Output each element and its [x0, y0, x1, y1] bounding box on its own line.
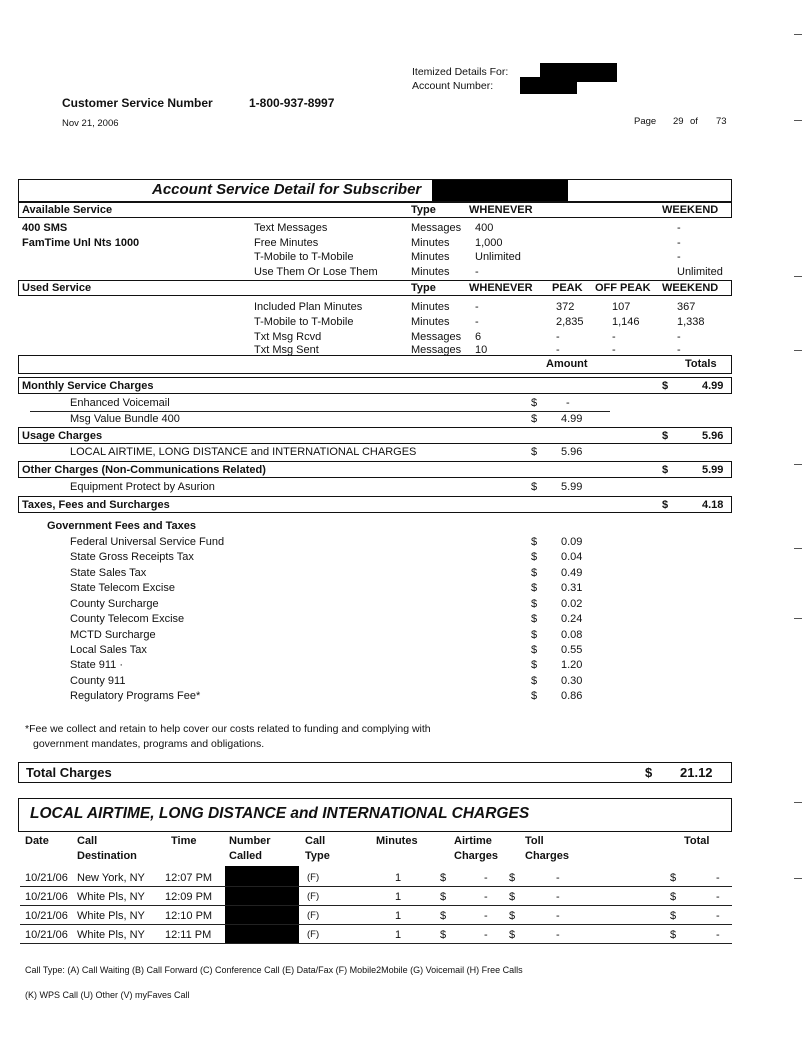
call-destination: White Pls, NY [77, 891, 145, 903]
call-total: - [716, 891, 720, 903]
tax-currency: $ [531, 536, 538, 548]
used-weekend: 1,338 [677, 316, 705, 328]
tax-currency: $ [531, 598, 538, 610]
call-total: - [716, 910, 720, 922]
available-whenever: 1,000 [475, 237, 503, 249]
amount-header: Amount [546, 358, 588, 370]
usage-charges-box [18, 427, 732, 444]
col-number: Number [229, 835, 271, 847]
tax-currency: $ [531, 582, 538, 594]
charge-currency: $ [531, 413, 538, 425]
total-charges-value: 21.12 [680, 765, 713, 780]
toll-charges: - [556, 872, 560, 884]
airtime-charges: - [484, 872, 488, 884]
charge-amount: 5.96 [561, 446, 583, 458]
scan-artifact [794, 34, 802, 35]
scan-artifact [794, 802, 802, 803]
call-type: (F) [307, 929, 320, 940]
toll-currency: $ [509, 910, 516, 922]
customer-service-label: Customer Service Number [62, 96, 213, 110]
call-time: 12:09 PM [165, 891, 213, 903]
scan-artifact [794, 276, 802, 277]
amount-header-box [18, 355, 732, 374]
charge-name: Msg Value Bundle 400 [70, 413, 180, 425]
total-currency: $ [670, 891, 677, 903]
tax-name: State Sales Tax [70, 567, 147, 579]
call-date: 10/21/06 [25, 891, 68, 903]
used-service-name: Txt Msg Sent [254, 344, 319, 356]
available-service-name: Use Them Or Lose Them [254, 266, 378, 278]
call-minutes: 1 [395, 891, 402, 903]
used-peak-header: PEAK [552, 282, 583, 294]
used-type: Messages [411, 331, 462, 343]
toll-currency: $ [509, 929, 516, 941]
used-type-header: Type [411, 282, 436, 294]
col-toll-charges: Charges [525, 850, 570, 862]
account-number-label: Account Number: [412, 80, 494, 92]
col-call-type: Call [305, 835, 326, 847]
tax-name: MCTD Surcharge [70, 629, 156, 641]
call-time: 12:07 PM [165, 872, 213, 884]
tax-name: County 911 [70, 675, 126, 687]
call-minutes: 1 [395, 872, 402, 884]
row-divider [20, 924, 732, 925]
call-total: - [716, 929, 720, 941]
total-charges-currency: $ [645, 765, 653, 780]
tax-name: State 911 · [70, 659, 123, 671]
call-type: (F) [307, 910, 320, 921]
col-total: Total [684, 835, 710, 847]
toll-charges: - [556, 910, 560, 922]
available-type: Messages [411, 222, 462, 234]
page-label: Page [634, 116, 657, 127]
tax-name: Regulatory Programs Fee* [70, 690, 201, 702]
used-type: Minutes [411, 301, 450, 313]
tax-name: Federal Universal Service Fund [70, 536, 225, 548]
tax-amount: 0.86 [561, 690, 583, 702]
used-offpeak: - [612, 344, 616, 356]
other-total: 5.99 [702, 464, 724, 476]
available-weekend: - [677, 237, 681, 249]
tax-currency: $ [531, 551, 538, 563]
charge-name: Equipment Protect by Asurion [70, 481, 215, 493]
available-service-name: Free Minutes [254, 237, 319, 249]
usage-total-currency: $ [662, 430, 669, 442]
used-offpeak: 1,146 [612, 316, 640, 328]
divider [30, 411, 610, 412]
tax-currency: $ [531, 567, 538, 579]
charge-currency: $ [531, 481, 538, 493]
used-peak: - [556, 344, 560, 356]
available-service-name: Text Messages [254, 222, 328, 234]
page-of-label: of [690, 116, 698, 127]
call-destination: White Pls, NY [77, 910, 145, 922]
call-type-legend-line1: Call Type: (A) Call Waiting (B) Call Forward (C) Conference Call (E) Data/Fax (F) Mobile2Mobile (G) Voicemail (H) Free Calls [25, 965, 523, 975]
used-weekend: - [677, 331, 681, 343]
tax-amount: 0.30 [561, 675, 583, 687]
available-service-heading: Available Service [22, 204, 113, 216]
available-type: Minutes [411, 251, 450, 263]
available-type-header: Type [411, 204, 436, 216]
row-divider [20, 905, 732, 906]
row-divider [20, 943, 732, 944]
used-whenever: - [475, 316, 479, 328]
available-weekend: Unlimited [677, 266, 723, 278]
redacted-subscriber [432, 180, 568, 201]
tax-name: County Surcharge [70, 598, 159, 610]
charge-amount: 4.99 [561, 413, 583, 425]
tax-currency: $ [531, 644, 538, 656]
fee-footnote-line1: *Fee we collect and retain to help cover our costs related to funding and complying with [25, 723, 431, 735]
available-weekend-header: WEEKEND [662, 204, 719, 216]
used-whenever: 6 [475, 331, 482, 343]
charge-currency: $ [531, 397, 538, 409]
airtime-currency: $ [440, 929, 447, 941]
scan-artifact [794, 464, 802, 465]
itemized-details-label: Itemized Details For: [412, 66, 509, 78]
tax-amount: 0.24 [561, 613, 583, 625]
used-whenever: - [475, 301, 479, 313]
used-peak: 2,835 [556, 316, 584, 328]
col-airtime-charges: Charges [454, 850, 499, 862]
usage-charges-heading: Usage Charges [22, 430, 103, 442]
page-number: 29 [673, 116, 684, 127]
taxes-total-currency: $ [662, 499, 669, 511]
available-weekend: - [677, 251, 681, 263]
tax-amount: 0.31 [561, 582, 583, 594]
plan-name-famtime: FamTime Unl Nts 1000 [22, 237, 140, 249]
tax-amount: 1.20 [561, 659, 583, 671]
used-service-name: Included Plan Minutes [254, 301, 363, 313]
call-destination: New York, NY [77, 872, 145, 884]
call-type: (F) [307, 872, 320, 883]
used-service-heading: Used Service [22, 282, 92, 294]
available-weekend: - [677, 222, 681, 234]
calls-title-divider [18, 831, 732, 832]
used-service-name: Txt Msg Rcvd [254, 331, 322, 343]
used-whenever: 10 [475, 344, 488, 356]
tax-name: County Telecom Excise [70, 613, 185, 625]
call-time: 12:10 PM [165, 910, 213, 922]
col-airtime: Airtime [454, 835, 492, 847]
monthly-total-currency: $ [662, 380, 669, 392]
airtime-currency: $ [440, 910, 447, 922]
call-destination: White Pls, NY [77, 929, 145, 941]
airtime-charges: - [484, 891, 488, 903]
total-currency: $ [670, 872, 677, 884]
used-type: Messages [411, 344, 462, 356]
calls-title: LOCAL AIRTIME, LONG DISTANCE and INTERNATIONAL CHARGES [30, 805, 530, 822]
scan-artifact [794, 548, 802, 549]
usage-total: 5.96 [702, 430, 724, 442]
call-date: 10/21/06 [25, 910, 68, 922]
used-whenever-header: WHENEVER [469, 282, 533, 294]
airtime-currency: $ [440, 872, 447, 884]
col-time: Time [171, 835, 197, 847]
used-peak: 372 [556, 301, 575, 313]
fee-footnote-line2: government mandates, programs and obligations. [33, 738, 265, 750]
tax-amount: 0.08 [561, 629, 583, 641]
col-date: Date [25, 835, 49, 847]
taxes-total: 4.18 [702, 499, 724, 511]
airtime-charges: - [484, 910, 488, 922]
row-divider [20, 886, 732, 887]
other-total-currency: $ [662, 464, 669, 476]
call-time: 12:11 PM [165, 929, 212, 941]
call-type: (F) [307, 891, 320, 902]
plan-name-sms: 400 SMS [22, 222, 68, 234]
scan-artifact [794, 120, 802, 121]
tax-name: State Gross Receipts Tax [70, 551, 194, 563]
charge-name: Enhanced Voicemail [70, 397, 170, 409]
used-offpeak: 107 [612, 301, 631, 313]
call-minutes: 1 [395, 929, 402, 941]
used-weekend: - [677, 344, 681, 356]
call-type-legend-line2: (K) WPS Call (U) Other (V) myFaves Call [25, 990, 190, 1000]
col-call: Call [77, 835, 98, 847]
available-whenever: 400 [475, 222, 494, 234]
tax-currency: $ [531, 659, 538, 671]
used-service-name: T-Mobile to T-Mobile [254, 316, 354, 328]
total-charges-label: Total Charges [26, 765, 112, 780]
col-toll: Toll [525, 835, 544, 847]
taxes-heading: Taxes, Fees and Surcharges [22, 499, 170, 511]
used-offpeak-header: OFF PEAK [595, 282, 651, 294]
tax-amount: 0.49 [561, 567, 583, 579]
charge-amount: 5.99 [561, 481, 583, 493]
statement-date: Nov 21, 2006 [62, 118, 119, 129]
scan-artifact [794, 618, 802, 619]
toll-charges: - [556, 929, 560, 941]
toll-currency: $ [509, 891, 516, 903]
available-service-name: T-Mobile to T-Mobile [254, 251, 354, 263]
detail-title: Account Service Detail for Subscriber [152, 181, 422, 198]
tax-currency: $ [531, 675, 538, 687]
available-service-header-box [18, 202, 732, 218]
other-charges-heading: Other Charges (Non-Communications Related) [22, 464, 266, 476]
available-whenever: Unlimited [475, 251, 521, 263]
charge-amount: - [566, 397, 570, 409]
monthly-total: 4.99 [702, 380, 724, 392]
col-type: Type [305, 850, 330, 862]
call-minutes: 1 [395, 910, 402, 922]
col-minutes: Minutes [376, 835, 418, 847]
available-whenever: - [475, 266, 479, 278]
available-type: Minutes [411, 237, 450, 249]
airtime-currency: $ [440, 891, 447, 903]
tax-amount: 0.09 [561, 536, 583, 548]
call-total: - [716, 872, 720, 884]
page-total: 73 [716, 116, 727, 127]
charge-currency: $ [531, 446, 538, 458]
government-fees-heading: Government Fees and Taxes [47, 520, 196, 532]
toll-currency: $ [509, 872, 516, 884]
tax-amount: 0.04 [561, 551, 583, 563]
tax-name: State Telecom Excise [70, 582, 175, 594]
call-date: 10/21/06 [25, 929, 68, 941]
tax-name: Local Sales Tax [70, 644, 147, 656]
available-whenever-header: WHENEVER [469, 204, 533, 216]
customer-service-number: 1-800-937-8997 [249, 96, 335, 110]
used-type: Minutes [411, 316, 450, 328]
col-called: Called [229, 850, 263, 862]
total-currency: $ [670, 910, 677, 922]
used-weekend: 367 [677, 301, 696, 313]
col-destination: Destination [77, 850, 137, 862]
scan-artifact [794, 350, 802, 351]
call-date: 10/21/06 [25, 872, 68, 884]
charge-name: LOCAL AIRTIME, LONG DISTANCE and INTERNATIONAL CHARGES [70, 446, 417, 458]
monthly-charges-heading: Monthly Service Charges [22, 380, 154, 392]
total-currency: $ [670, 929, 677, 941]
tax-currency: $ [531, 629, 538, 641]
tax-currency: $ [531, 613, 538, 625]
redacted-account-number [520, 77, 577, 94]
used-peak: - [556, 331, 560, 343]
used-offpeak: - [612, 331, 616, 343]
scan-artifact [794, 878, 802, 879]
airtime-charges: - [484, 929, 488, 941]
available-type: Minutes [411, 266, 450, 278]
tax-amount: 0.55 [561, 644, 583, 656]
used-weekend-header: WEEKEND [662, 282, 719, 294]
total-charges-box [18, 762, 732, 783]
toll-charges: - [556, 891, 560, 903]
tax-currency: $ [531, 690, 538, 702]
tax-amount: 0.02 [561, 598, 583, 610]
totals-header: Totals [685, 358, 717, 370]
